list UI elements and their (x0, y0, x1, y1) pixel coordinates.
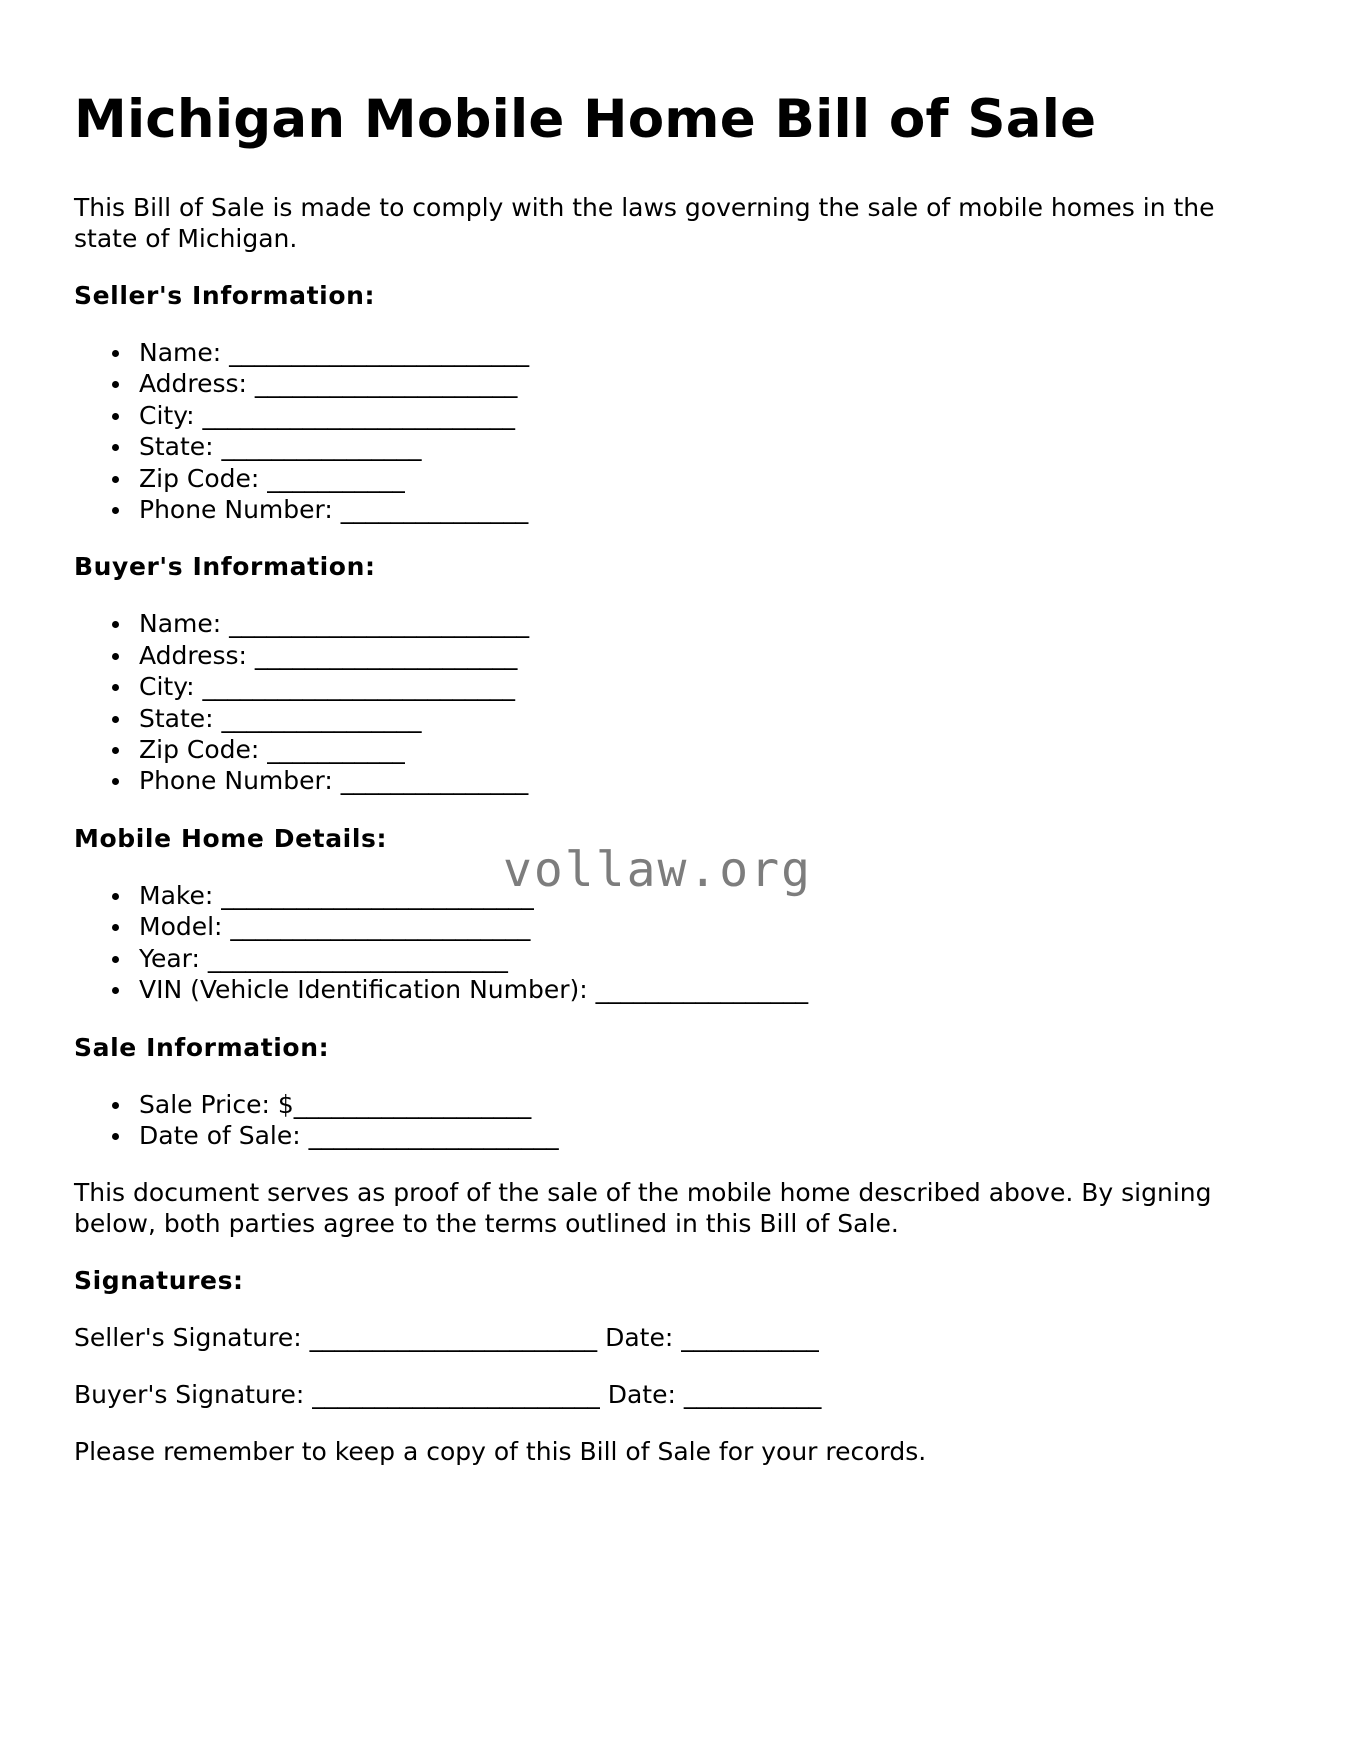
buyer-city-field: City: _________________________ (139, 671, 1284, 702)
seller-signature-line: Seller's Signature: _______________________ Date: ___________ (74, 1323, 819, 1353)
buyer-address-field: Address: _____________________ (139, 640, 1284, 671)
sale-date-field: Date of Sale: ____________________ (139, 1120, 1284, 1151)
home-vin-field: VIN (Vehicle Identification Number): _________________ (139, 974, 1284, 1005)
sale-info-heading: Sale Information: (74, 1032, 330, 1062)
seller-address-field: Address: _____________________ (139, 368, 1284, 399)
seller-state-field: State: ________________ (139, 431, 1284, 462)
buyer-phone-field: Phone Number: _______________ (139, 765, 1284, 796)
seller-fields-list (74, 337, 1284, 525)
buyer-name-field: Name: ________________________ (139, 608, 1284, 639)
seller-name-field: Name: ________________________ (139, 337, 1284, 368)
sale-price-field: Sale Price: $___________________ (139, 1089, 1284, 1120)
watermark-text: vollaw.org (503, 842, 812, 898)
buyer-state-field: State: ________________ (139, 703, 1284, 734)
seller-city-field: City: _________________________ (139, 400, 1284, 431)
proof-paragraph: This document serves as proof of the sale of the mobile home described above. By signing below, both parties agree to the terms outlined in this Bill of Sale. (74, 1178, 1212, 1239)
seller-phone-field: Phone Number: _______________ (139, 494, 1284, 525)
document-page (74, 88, 1284, 1493)
home-year-field: Year: ________________________ (139, 943, 1284, 974)
seller-zip-field: Zip Code: ___________ (139, 463, 1284, 494)
closing-paragraph: Please remember to keep a copy of this Bill of Sale for your records. (74, 1437, 927, 1467)
intro-paragraph: This Bill of Sale is made to comply with the laws governing the sale of mobile homes in the state of Michigan. (74, 193, 1215, 253)
document-title: Michigan Mobile Home Bill of Sale (74, 89, 1097, 150)
buyer-fields-list (74, 608, 1284, 796)
home-make-field: Make: _________________________ (139, 880, 1284, 911)
buyer-zip-field: Zip Code: ___________ (139, 734, 1284, 765)
home-fields-list (74, 880, 1284, 1006)
sale-fields-list (74, 1089, 1284, 1152)
signatures-heading: Signatures: (74, 1266, 244, 1296)
buyer-signature-line: Buyer's Signature: _______________________ Date: ___________ (74, 1380, 822, 1410)
home-details-heading: Mobile Home Details: (74, 823, 388, 853)
home-model-field: Model: ________________________ (139, 911, 1284, 942)
buyer-heading: Buyer's Information: (74, 552, 376, 582)
seller-heading: Seller's Information: (74, 281, 376, 310)
